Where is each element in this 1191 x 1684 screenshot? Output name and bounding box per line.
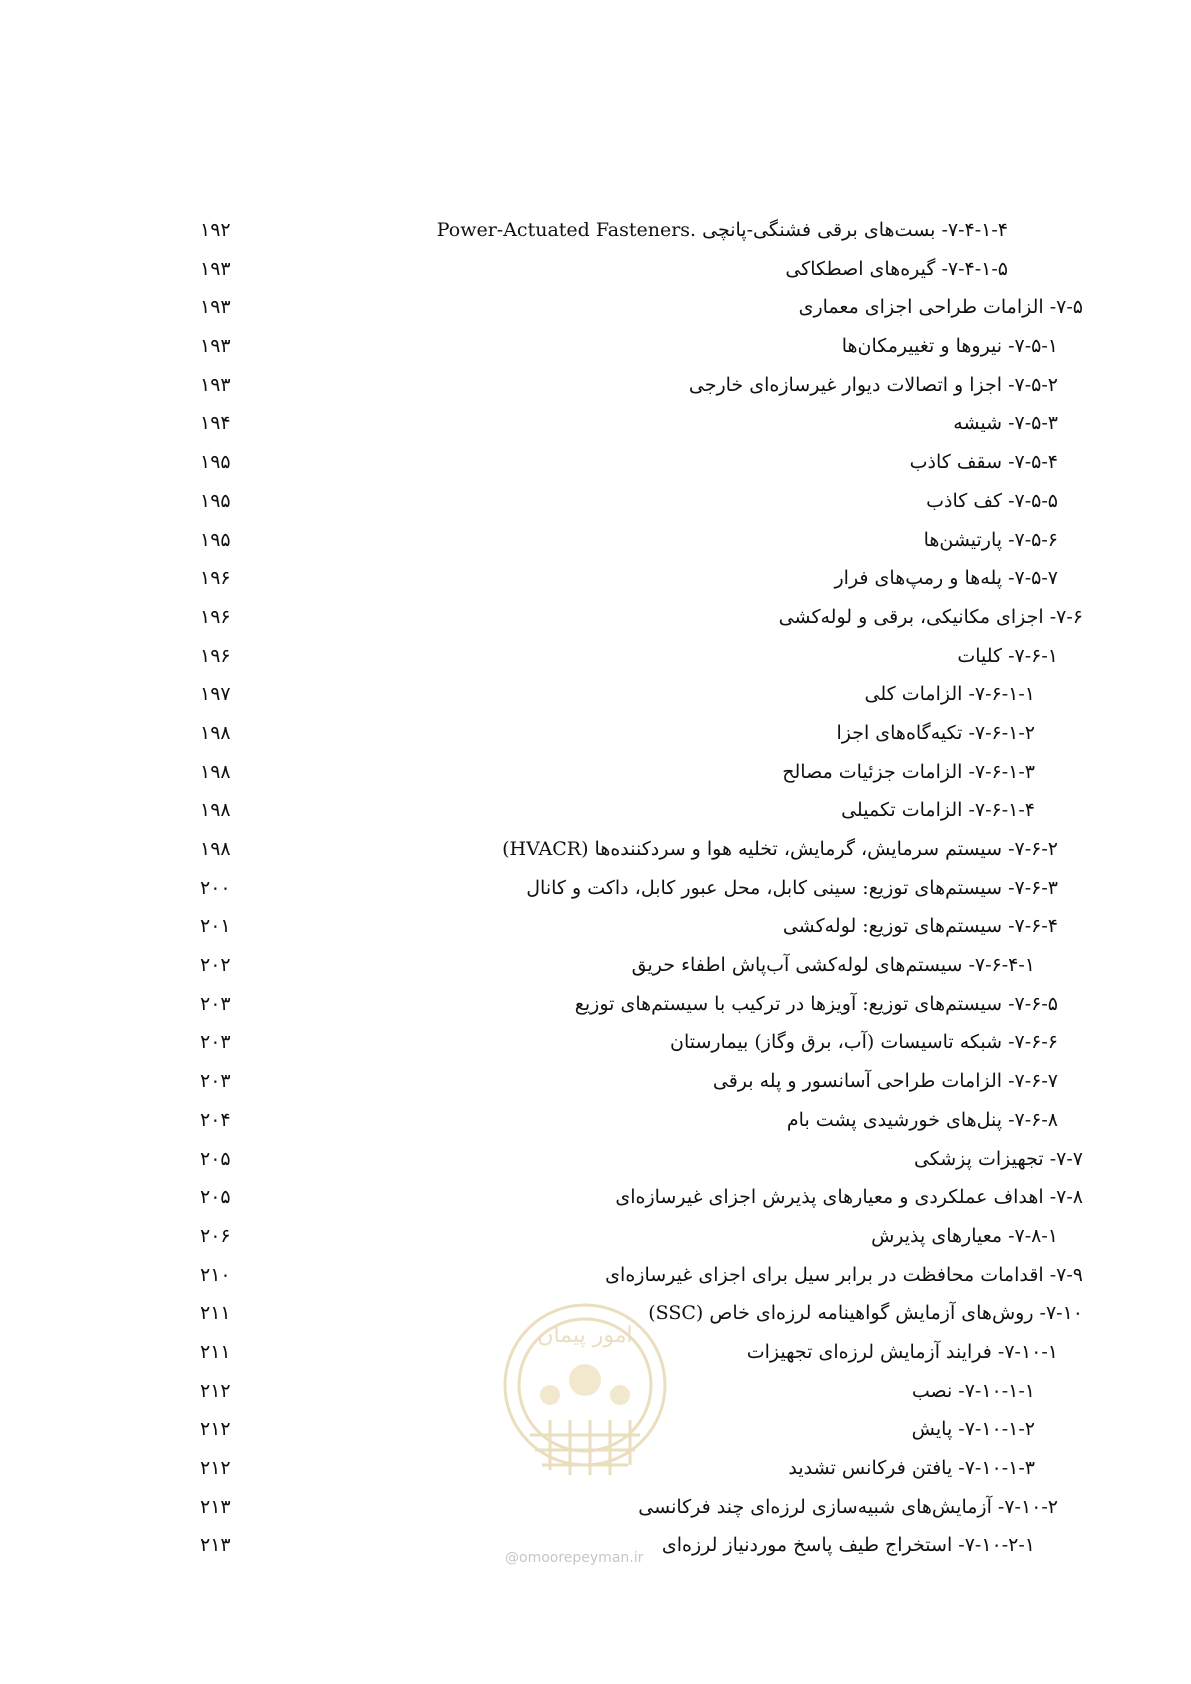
toc-entry[interactable] [0,1379,1191,1418]
toc-entry-page-number: ۲۱۳ [200,1534,231,1557]
toc-entry[interactable] [0,450,1191,489]
toc-entry[interactable] [0,760,1191,799]
toc-entry[interactable] [0,1108,1191,1147]
toc-entry-page-number: ۲۰۰ [200,876,231,899]
toc-entry-title: ۷-۶-۱-۲- تکیه‌گاه‌های اجزا [836,721,1035,744]
toc-entry-page-number: ۱۹۳ [200,257,231,280]
toc-entry-page-number: ۲۰۳ [200,1070,231,1093]
toc-entry[interactable] [0,914,1191,953]
toc-entry-title: ۷-۶-۵- سیستم‌های توزیع: آویزها در ترکیب با سیستم‌های توزیع [574,992,1058,1015]
toc-entry-page-number: ۲۱۲ [200,1457,231,1479]
toc-entry-title: ۷-۱۰-۱-۱- نصب [911,1379,1035,1402]
watermark-logo-text: امور پیمان [537,1323,633,1348]
toc-entry-title: ۷-۱۰- روش‌های آزمایش گواهینامه لرزه‌ای خاص (SSC) [648,1302,1083,1325]
toc-entry-title: ۷-۶-۲- سیستم سرمایش، گرمایش، تخلیه هوا و سردکننده‌ها (HVACR) [502,838,1058,860]
toc-entry[interactable] [0,605,1191,644]
toc-entry[interactable] [0,373,1191,412]
toc-entry[interactable] [0,876,1191,915]
toc-entry-title: ۷-۶-۴-۱- سیستم‌های لوله‌کشی آب‌پاش اطفاء حریق [631,954,1035,977]
toc-entry-page-number: ۲۰۱ [200,915,231,938]
toc-entry-page-number: ۲۱۲ [200,1418,231,1441]
toc-entry-page-number: ۲۰۵ [200,1147,231,1170]
toc-entry[interactable] [0,489,1191,528]
toc-entry-title: ۷-۶-۸- پنل‌های خورشیدی پشت بام [786,1108,1058,1131]
toc-entry-title: ۷-۱۰-۱- فرایند آزمایش لرزه‌ای تجهیزات [746,1340,1058,1363]
toc-entry-title: ۷-۶-۴- سیستم‌های توزیع: لوله‌کشی [782,915,1058,938]
toc-entry-page-number: ۲۰۳ [200,1031,231,1054]
toc-entry-page-number: ۱۹۶ [200,644,231,667]
toc-entry-title: ۷-۶-۱- کلیات [957,644,1058,667]
toc-entry[interactable] [0,334,1191,373]
toc-entry[interactable] [0,1185,1191,1224]
toc-entry[interactable] [0,1495,1191,1534]
toc-entry[interactable] [0,566,1191,605]
toc-entry-title: ۷-۵-۳- شیشه [953,412,1058,435]
toc-entry-page-number: ۲۰۴ [200,1108,231,1131]
toc-entry-page-number: ۲۰۵ [200,1186,231,1209]
toc-entry-title: ۷-۶-۶- شبکه تاسیسات (آب، برق وگاز) بیمارستان [669,1031,1058,1054]
toc-entry[interactable] [0,1263,1191,1302]
toc-entry-title: ۷-۸- اهداف عملکردی و معیارهای پذیرش اجزای غیرسازه‌ای [615,1186,1083,1209]
toc-entry-title: ۷-۶-۱-۴- الزامات تکمیلی [841,799,1035,822]
toc-entry-page-number: ۱۹۸ [200,760,231,783]
toc-entry-title: ۷-۶-۳- سیستم‌های توزیع: سینی کابل، محل عبور کابل، داکت و کانال [526,876,1058,899]
toc-entry-page-number: ۱۹۸ [200,799,231,822]
table-of-contents [0,218,1191,1572]
toc-entry-title: ۷-۴-۱-۴- بست‌های برقی فشنگی-پانچی .Power-Actuated Fasteners [436,219,1008,241]
toc-entry[interactable] [0,953,1191,992]
toc-entry-page-number: ۲۱۲ [200,1379,231,1402]
toc-entry[interactable] [0,1340,1191,1379]
toc-entry-page-number: ۲۱۱ [200,1340,231,1363]
toc-entry-page-number: ۱۹۳ [200,296,231,319]
toc-entry[interactable] [0,1417,1191,1456]
toc-entry-page-number: ۱۹۵ [200,489,231,512]
toc-entry[interactable] [0,528,1191,567]
toc-entry[interactable] [0,798,1191,837]
toc-entry-title: ۷-۵-۷- پله‌ها و رمپ‌های فرار [834,567,1058,590]
toc-entry-title: ۷-۵-۴- سقف کاذب [909,451,1058,474]
toc-entry-page-number: ۱۹۵ [200,451,231,474]
toc-entry[interactable] [0,1456,1191,1495]
toc-entry-page-number: ۱۹۲ [200,219,231,241]
toc-entry-title: ۷-۱۰-۱-۲- پایش [911,1418,1035,1441]
toc-entry[interactable] [0,721,1191,760]
toc-entry-title: ۷-۸-۱- معیارهای پذیرش [871,1224,1058,1247]
toc-entry[interactable] [0,1030,1191,1069]
toc-entry-page-number: ۲۰۳ [200,992,231,1015]
toc-entry-page-number: ۱۹۸ [200,838,231,860]
toc-entry-page-number: ۲۱۱ [200,1302,231,1325]
watermark-caption: @omoorepeyman.ir [505,1550,644,1566]
toc-entry-title: ۷-۵-۲- اجزا و اتصالات دیوار غیرسازه‌ای خارجی [688,373,1058,396]
toc-entry[interactable] [0,218,1191,257]
toc-entry[interactable] [0,1069,1191,1108]
toc-entry-page-number: ۱۹۶ [200,605,231,628]
toc-entry-title: ۷-۱۰-۲-۱- استخراج طیف پاسخ موردنیاز لرزه‌ای [661,1534,1035,1557]
toc-entry-title: ۷-۵-۵- کف کاذب [926,489,1058,512]
toc-entry[interactable] [0,644,1191,683]
toc-entry[interactable] [0,295,1191,334]
toc-entry-title: ۷-۴-۱-۵- گیره‌های اصطکاکی [785,257,1008,280]
toc-entry-title: ۷-۷- تجهیزات پزشکی [913,1147,1083,1170]
toc-entry-page-number: ۱۹۵ [200,528,231,551]
toc-entry-page-number: ۲۱۳ [200,1495,231,1518]
toc-entry-title: ۷-۹- اقدامات محافظت در برابر سیل برای اجزای غیرسازه‌ای [605,1263,1083,1286]
toc-entry-page-number: ۱۹۴ [200,412,231,435]
toc-entry[interactable] [0,1301,1191,1340]
toc-entry-title: ۷-۶-۱-۱- الزامات کلی [864,683,1035,706]
toc-entry-page-number: ۲۱۰ [200,1263,231,1286]
toc-entry[interactable] [0,1224,1191,1263]
toc-entry[interactable] [0,992,1191,1031]
toc-entry-page-number: ۱۹۶ [200,567,231,590]
toc-entry-title: ۷-۶- اجزای مکانیکی، برقی و لوله‌کشی [778,605,1083,628]
toc-entry[interactable] [0,837,1191,876]
toc-entry-title: ۷-۵- الزامات طراحی اجزای معماری [798,296,1083,319]
toc-entry-title: ۷-۱۰-۲- آزمایش‌های شبیه‌سازی لرزه‌ای چند فرکانسی [638,1495,1058,1518]
toc-entry-page-number: ۱۹۸ [200,721,231,744]
toc-entry-page-number: ۱۹۷ [200,683,231,706]
toc-entry-title: ۷-۱۰-۱-۳- یافتن فرکانس تشدید [788,1457,1035,1479]
toc-entry-title: ۷-۶-۱-۳- الزامات جزئیات مصالح [782,760,1035,783]
toc-entry[interactable] [0,682,1191,721]
toc-entry-page-number: ۲۰۶ [200,1224,231,1247]
toc-entry-title: ۷-۵-۱- نیروها و تغییرمکان‌ها [841,335,1058,358]
toc-entry-title: ۷-۵-۶- پارتیشن‌ها [923,528,1058,551]
toc-entry-page-number: ۲۰۲ [200,954,231,977]
toc-entry-page-number: ۱۹۳ [200,373,231,396]
toc-entry[interactable] [0,1147,1191,1186]
toc-entry[interactable] [0,411,1191,450]
toc-entry-page-number: ۱۹۳ [200,335,231,358]
toc-entry-title: ۷-۶-۷- الزامات طراحی آسانسور و پله برقی [712,1070,1058,1093]
toc-entry[interactable] [0,257,1191,296]
